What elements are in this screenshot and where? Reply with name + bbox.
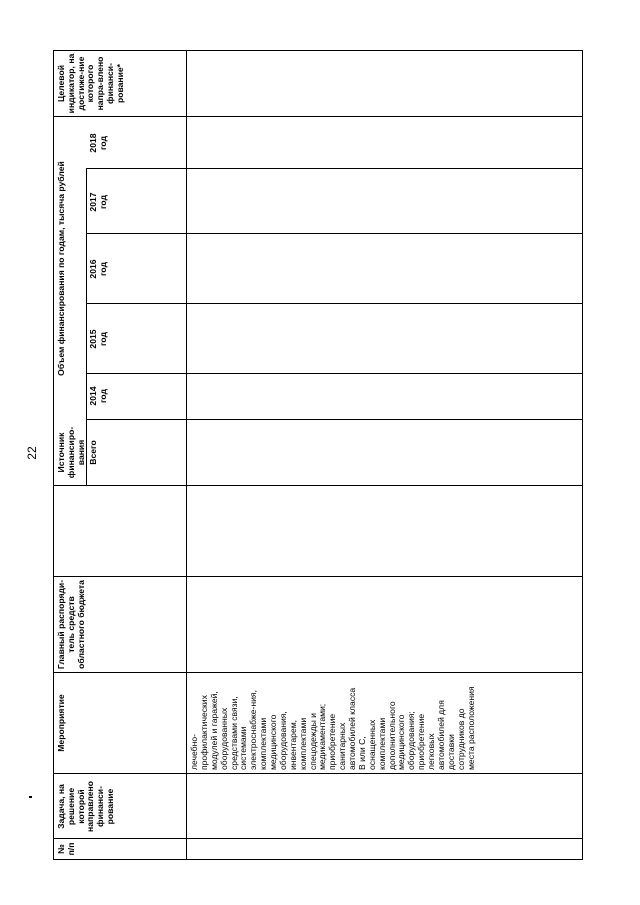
header-year-2017: 2017 год <box>88 192 108 212</box>
table-border-top <box>53 50 54 860</box>
header-year-2018: 2018 год <box>88 133 108 153</box>
table-border-right <box>53 50 583 51</box>
header-year-2014: 2014 год <box>88 386 108 406</box>
table-border-bottom <box>582 50 583 860</box>
header-total: Всего <box>88 440 98 465</box>
col-divider-9 <box>86 233 583 234</box>
header-activity: Мероприятие <box>56 694 66 752</box>
header-year-2015: 2015 год <box>88 329 108 349</box>
header-year-2016: 2016 год <box>88 259 108 279</box>
col-divider-6 <box>86 419 583 420</box>
col-divider-4 <box>53 576 583 577</box>
col-divider-1 <box>53 838 583 839</box>
col-divider-3 <box>53 672 583 673</box>
header-bottom-line <box>186 50 187 860</box>
table-border-left <box>53 859 583 860</box>
col-divider-5 <box>53 485 583 486</box>
col-divider-10 <box>86 168 583 169</box>
col-divider-2 <box>53 773 583 774</box>
header-manager: Главный распоряди-тель средств областного бюджета <box>56 579 86 670</box>
scan-mark <box>29 796 32 798</box>
activity-cell-text: лечебно-профилактических модулей и гаражей, оборудованных средствами связи, системами электроснабже-ния, комплектами медицинского оборудования, инвентарем, комплектами спецодежды и медикаментами; приобретение санитарных автомобилей класса В или С, оснащенных комплектами дополнительного медицинского оборудования; приобретение легковых автомобилей для доставки сотрудников до места расположения <box>189 686 476 770</box>
page-number: 22 <box>25 446 39 460</box>
header-task: Задача, на решение которой направлено финанси-рование <box>56 781 115 832</box>
rotated-table <box>53 50 583 860</box>
col-divider-11 <box>53 116 583 117</box>
header-volume: Объем финансирования по годам, тысяча рублей <box>56 161 66 376</box>
header-source: Источник финансиро-вания <box>56 426 86 479</box>
header-target: Целевой индикатор, на достиже-ние которого напра-влено финанси-рование* <box>56 53 125 114</box>
col-divider-8 <box>86 303 583 304</box>
header-num: № п/п <box>56 842 76 856</box>
col-divider-7 <box>86 373 583 374</box>
